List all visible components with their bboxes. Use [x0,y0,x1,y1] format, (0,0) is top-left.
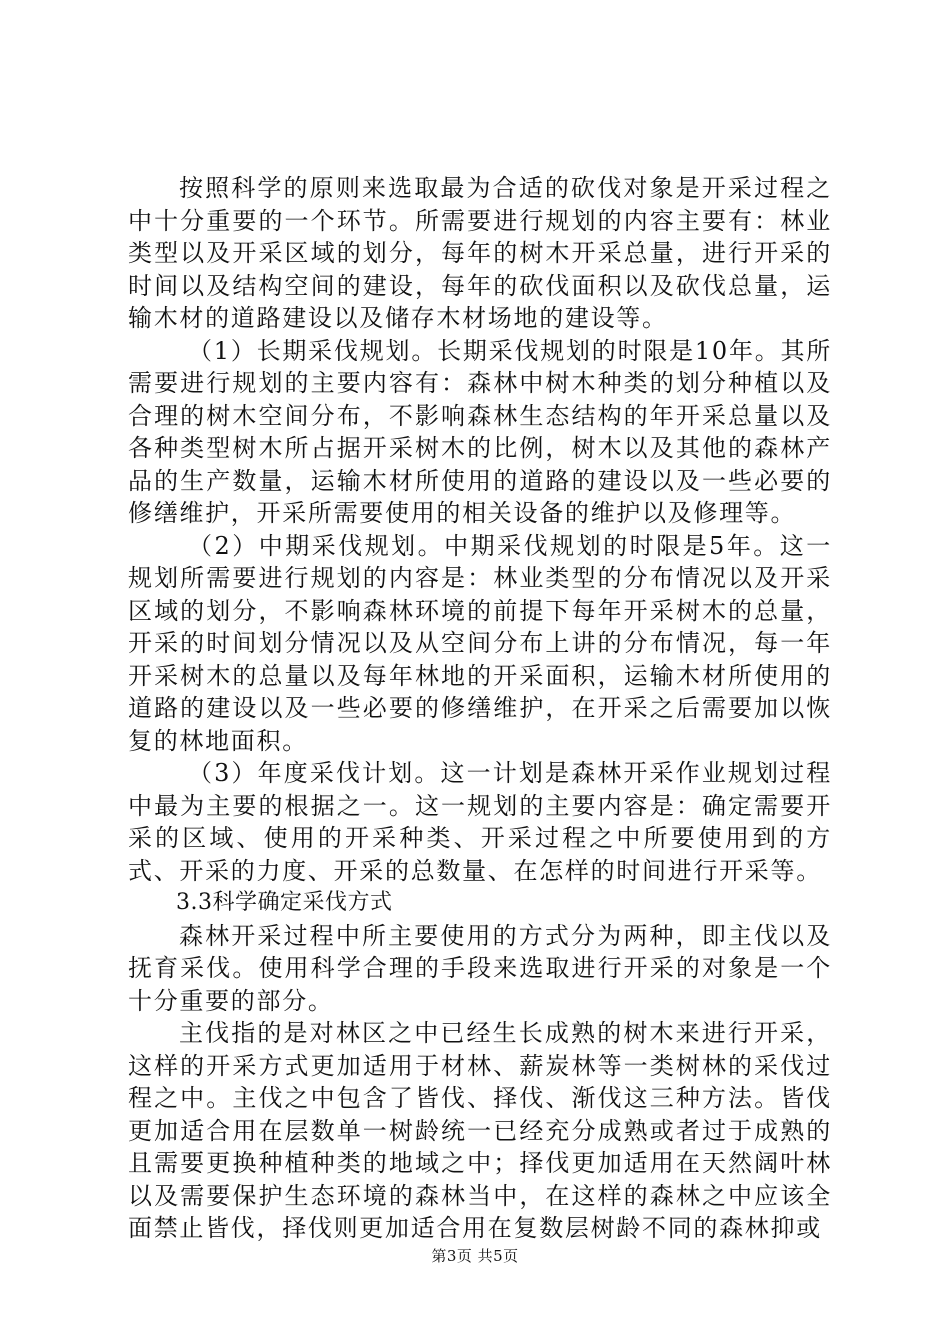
section-heading: 3.3科学确定采伐方式 [176,890,393,915]
paragraph-logging-methods: 森林开采过程中所主要使用的方式分为两种，即主伐以及抚育采伐。使用科学合理的手段来选取进行开采的对象是一个十分重要的部分。 [128,921,832,1015]
paragraph-mid-term-plan: （2）中期采伐规划。中期采伐规划的时限是5年。这一规划所需要进行规划的内容是：林业类型的分布情况以及开采区域的划分，不影响森林环境的前提下每年开采树木的总量，开采的时间划分情况以及从空间分布上讲的分布情况，每一年开采树木的总量以及每年林地的开采面积，运输木材所使用的道路的建设以及一些必要的修缮维护，在开采之后需要加以恢复的林地面积。 [128,531,832,755]
paragraph-intro: 按照科学的原则来选取最为合适的砍伐对象是开采过程之中十分重要的一个环节。所需要进行规划的内容主要有：林业类型以及开采区域的划分，每年的树木开采总量，进行开采的时间以及结构空间的建设，每年的砍伐面积以及砍伐总量，运输木材的道路建设以及储存木材场地的建设等。 [128,174,832,332]
paragraph-long-term-plan: （1）长期采伐规划。长期采伐规划的时限是10年。其所需要进行规划的主要内容有：森林中树木种类的划分种植以及合理的树木空间分布，不影响森林生态结构的年开采总量以及各种类型树木所占据开采树木的比例，树木以及其他的森林产品的生产数量，运输木材所使用的道路的建设以及一些必要的修缮维护，开采所需要使用的相关设备的维护以及修理等。 [128,336,832,527]
paragraph-annual-plan: （3）年度采伐计划。这一计划是森林开采作业规划过程中最为主要的根据之一。这一规划的主要内容是：确定需要开采的区域、使用的开采种类、开采过程之中所要使用到的方式、开采的力度、开采的总数量、在怎样的时间进行开采等。 [128,759,832,885]
page-number-footer: 第3页 共5页 [431,1247,519,1265]
paragraph-main-felling: 主伐指的是对林区之中已经生长成熟的树木来进行开采，这样的开采方式更加适用于材林、薪炭林等一类树林的采伐过程之中。主伐之中包含了皆伐、择伐、渐伐这三种方法。皆伐更加适合用在层数单一树龄统一已经充分成熟或者过于成熟的且需要更换种植种类的地域之中；择伐更加适用在天然阔叶林以及需要保护生态环境的森林当中，在这样的森林之中应该全面禁止皆伐，择伐则更加适合用在复数层树龄不同的森林抑或 [128,1019,832,1242]
document-body [128,172,832,1245]
